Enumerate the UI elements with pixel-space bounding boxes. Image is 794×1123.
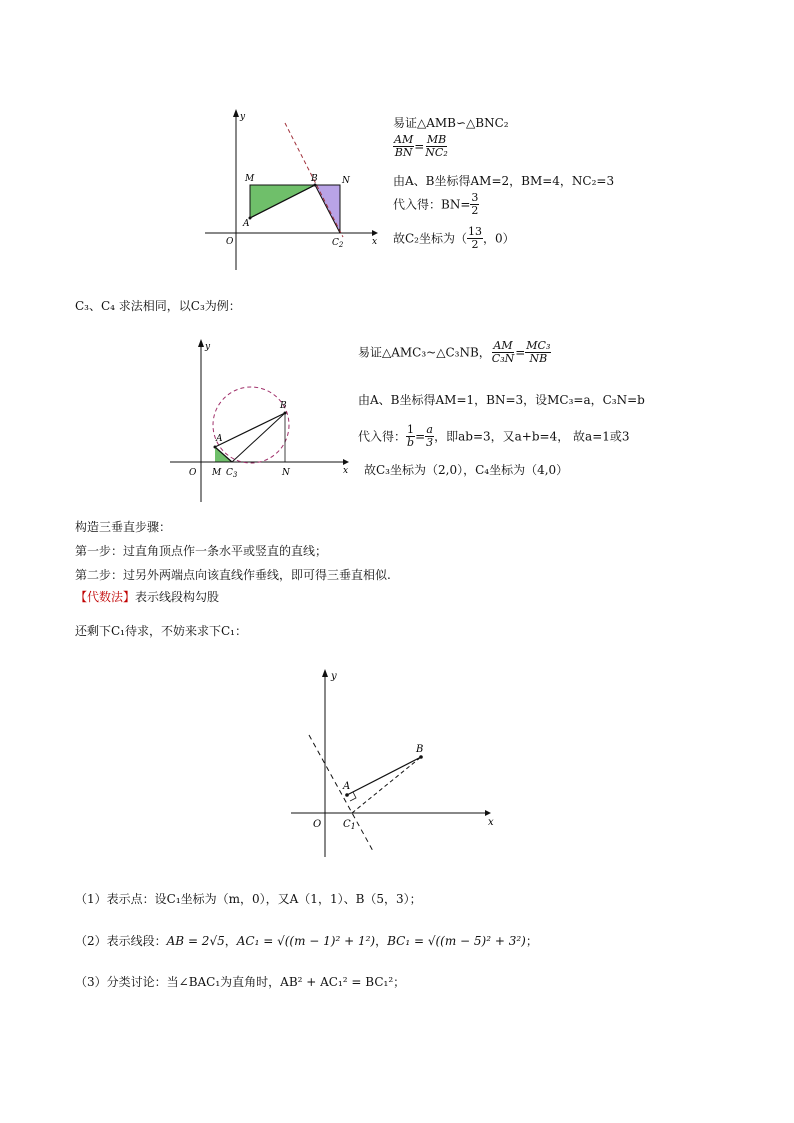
fig2-note-line3: 代入得： $\frac{1}{b}$ = $\frac{a}{3}$ ，即ab=3，又a+b=4， 故a=1或3 bbox=[358, 423, 630, 449]
point-a bbox=[345, 793, 349, 797]
figure-3 bbox=[285, 665, 500, 865]
fig1-note-line4: 代入得：BN= $\frac{3}{2}$ bbox=[393, 191, 479, 217]
steps-title: 构造三垂直步骤： bbox=[75, 520, 172, 534]
label-y: y bbox=[205, 342, 211, 352]
label-m: M bbox=[212, 468, 222, 478]
segment-ab bbox=[215, 413, 285, 447]
figure-2 bbox=[165, 335, 355, 505]
x-axis-arrow bbox=[372, 230, 378, 236]
label-b: B bbox=[280, 401, 287, 411]
fig1-frac-left: $\frac{AM}{BN}$ bbox=[394, 133, 414, 159]
label-a: A bbox=[216, 434, 223, 444]
fig1-note-ratio: $\frac{AM}{BN}$ = $\frac{MB}{\text{NC₂}}$ bbox=[394, 133, 448, 159]
algebra-intro: 还剩下C₁待求，不妨来求下C₁： bbox=[75, 624, 247, 638]
label-o: O bbox=[226, 237, 234, 247]
item-2: （2）表示线段：AB = 2√5，AC₁ = √((m − 1)² + 1²)，BC₁ = √((m − 5)² + 3²)； bbox=[75, 934, 538, 948]
fig1-note-line5: 故C₂坐标为（ $\frac{13}{2}$ ，0） bbox=[393, 225, 515, 251]
dashed-segment-c1b bbox=[352, 757, 421, 813]
y-axis-arrow bbox=[233, 109, 239, 117]
label-n: N bbox=[282, 468, 290, 478]
label-m: M bbox=[245, 174, 255, 184]
figure-1 bbox=[200, 105, 390, 275]
x-axis-arrow bbox=[343, 459, 349, 465]
segment-ab bbox=[347, 757, 421, 795]
item-1: （1）表示点：设C₁坐标为（m，0），又A（1，1）、B（5，3）； bbox=[75, 892, 422, 906]
label-b: B bbox=[311, 174, 318, 184]
label-o: O bbox=[189, 468, 197, 478]
point-a bbox=[214, 446, 217, 449]
fig1-note-line3: 由A、B坐标得AM=2，BM=4，NC₂=3 bbox=[393, 174, 615, 188]
step-2: 第二步：过另外两端点向该直线作垂线，即可得三垂直相似. bbox=[75, 568, 391, 582]
dashed-circle bbox=[213, 387, 289, 463]
label-x: x bbox=[372, 237, 378, 247]
point-b bbox=[419, 755, 423, 759]
algebra-title: 表示线段构勾股 bbox=[135, 590, 220, 604]
y-axis-arrow bbox=[322, 669, 328, 677]
fig2-note-line4: 故C₃坐标为（2,0），C₄坐标为（4,0） bbox=[364, 463, 569, 477]
algebra-tag: 【代数法】 bbox=[75, 590, 136, 604]
label-y: y bbox=[331, 671, 337, 682]
label-a: A bbox=[243, 219, 250, 229]
label-a: A bbox=[343, 781, 351, 792]
y-axis-arrow bbox=[198, 339, 204, 347]
label-x: x bbox=[488, 817, 494, 828]
x-axis-arrow bbox=[485, 810, 491, 816]
step-1: 第一步：过直角顶点作一条水平或竖直的直线； bbox=[75, 544, 328, 558]
fig1-note-line1: 易证△AMB∽△BNC₂ bbox=[393, 116, 509, 130]
fig2-note-line2: 由A、B坐标得AM=1，BN=3，设MC₃=a，C₃N=b bbox=[358, 393, 645, 407]
segment-c3b bbox=[232, 413, 285, 462]
label-c: $C_1$ bbox=[343, 819, 356, 831]
label-n: N bbox=[342, 176, 350, 186]
label-c: $C_3$ bbox=[226, 468, 238, 479]
point-b bbox=[284, 412, 287, 415]
label-x: x bbox=[343, 466, 349, 476]
fig1-frac-right: $\frac{MB}{\text{NC₂}}$ bbox=[425, 133, 448, 159]
item2-bc1: BC₁ = √((m − 5)² + 3²) bbox=[387, 934, 526, 948]
item2-ab: AB = 2√5 bbox=[166, 934, 225, 948]
item-3: （3）分类讨论：当∠BAC₁为直角时，AB² + AC₁² = BC₁²； bbox=[75, 975, 406, 989]
label-o: O bbox=[313, 819, 322, 830]
item2-ac1: AC₁ = √((m − 1)² + 1²) bbox=[236, 934, 376, 948]
purple-triangle-bnc2 bbox=[315, 185, 340, 233]
label-c: $C_2$ bbox=[332, 238, 344, 249]
label-y: y bbox=[240, 112, 246, 122]
label-b: B bbox=[416, 744, 424, 755]
para-c3-c4: C₃、C₄ 求法相同，以C₃为例： bbox=[75, 299, 241, 313]
dashed-line-ac1 bbox=[309, 735, 373, 851]
fig2-note-line1: 易证△AMC₃~△C₃NB， $\frac{AM}{\text{C₃N}}$ = $\frac{\text{MC₃}}{NB}$ bbox=[358, 339, 551, 365]
algebra-heading bbox=[75, 590, 219, 604]
